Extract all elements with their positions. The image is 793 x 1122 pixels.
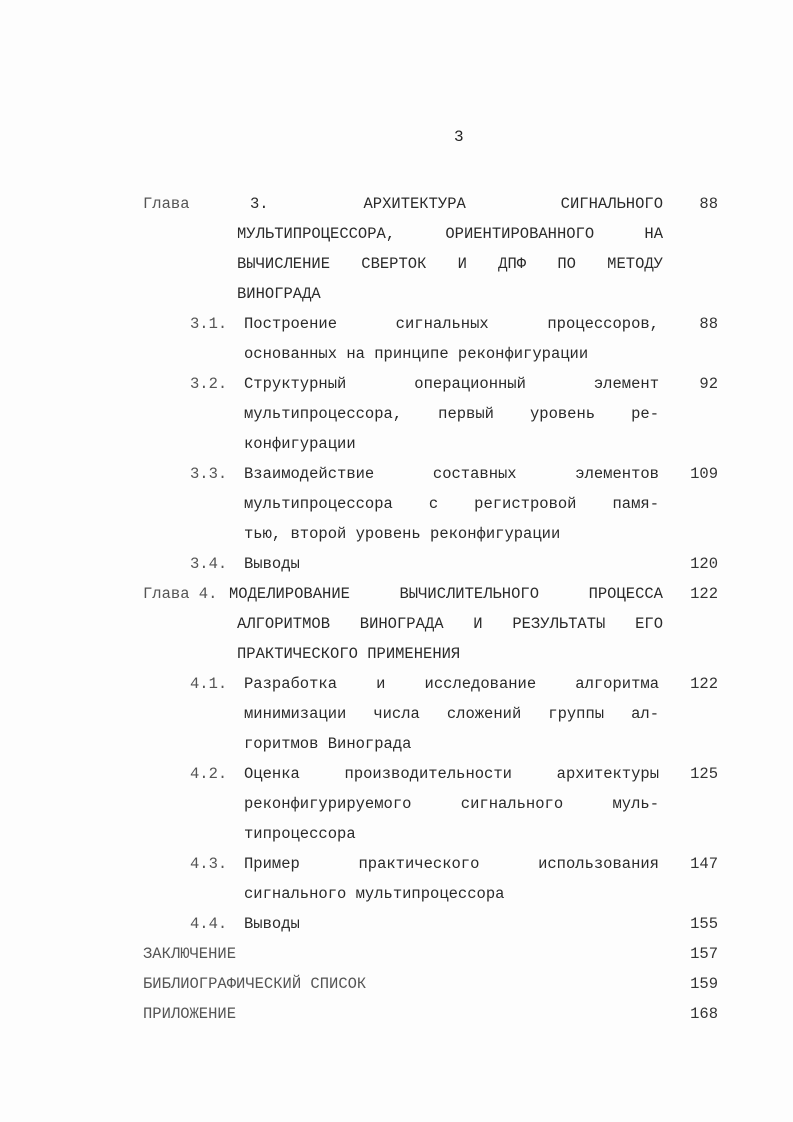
chapter-title-row <box>0 249 793 279</box>
section-number: 3.2. <box>190 375 228 393</box>
chapter-title-line: МУЛЬТИПРОЦЕССОРА, ОРИЕНТИРОВАННОГО НА <box>237 225 663 243</box>
toc-section-continuation <box>0 519 793 549</box>
toc-section <box>0 669 793 699</box>
toc-page-number: 168 <box>690 1005 718 1023</box>
toc-section-continuation <box>0 879 793 909</box>
chapter-title-row <box>0 219 793 249</box>
chapter-title-row <box>0 609 793 639</box>
toc-page-number: 88 <box>699 315 718 333</box>
chapter-title-line: АЛГОРИТМОВ ВИНОГРАДА И РЕЗУЛЬТАТЫ ЕГО <box>237 615 663 633</box>
page-number: 3 <box>454 128 464 146</box>
section-title-line: Пример практического использования <box>244 855 659 873</box>
toc-page-number: 125 <box>690 765 718 783</box>
toc-chapter-4 <box>0 579 793 609</box>
section-title-line: тью, второй уровень реконфигурации <box>244 525 561 543</box>
toc-section-continuation <box>0 489 793 519</box>
toc-section <box>0 459 793 489</box>
section-title-line: минимизации числа сложений группы ал- <box>244 705 659 723</box>
toc-section-continuation <box>0 819 793 849</box>
section-title-line: горитмов Винограда <box>244 735 412 753</box>
toc-section <box>0 909 793 939</box>
toc-page-number: 88 <box>699 195 718 213</box>
section-title-line: основанных на принципе реконфигурации <box>244 345 589 363</box>
toc-section <box>0 849 793 879</box>
toc-page-number: 155 <box>690 915 718 933</box>
section-title-line: Структурный операционный элемент <box>244 375 659 393</box>
section-title-line: сигнального мультипроцессора <box>244 885 505 903</box>
section-number: 4.3. <box>190 855 228 873</box>
toc-end-item <box>0 969 793 999</box>
toc-section-continuation <box>0 699 793 729</box>
chapter-title-row <box>0 639 793 669</box>
toc-section-continuation <box>0 429 793 459</box>
section-number: 4.4. <box>190 915 228 933</box>
table-of-contents <box>0 189 793 1029</box>
section-title-line: мультипроцессора с регистровой памя- <box>244 495 659 513</box>
toc-section-continuation <box>0 789 793 819</box>
end-item-title: ЗАКЛЮЧЕНИЕ <box>143 945 237 963</box>
toc-section-continuation <box>0 399 793 429</box>
section-number: 3.4. <box>190 555 228 573</box>
toc-page-number: 147 <box>690 855 718 873</box>
section-title-line: Выводы <box>244 915 300 933</box>
section-title-line: Выводы <box>244 555 300 573</box>
toc-chapter-3 <box>0 189 793 219</box>
chapter-label: Глава 4. <box>143 585 218 603</box>
section-title-line: типроцессора <box>244 825 356 843</box>
toc-section <box>0 759 793 789</box>
toc-section-continuation <box>0 339 793 369</box>
section-number: 4.1. <box>190 675 228 693</box>
chapter-label: Глава <box>143 195 190 213</box>
chapter-title-line: 3. АРХИТЕКТУРА СИГНАЛЬНОГО <box>250 195 663 213</box>
section-title-line: реконфигурируемого сигнального муль- <box>244 795 659 813</box>
toc-page-number: 157 <box>690 945 718 963</box>
chapter-3-sections <box>0 309 793 579</box>
toc-page-number: 109 <box>690 465 718 483</box>
toc-section <box>0 309 793 339</box>
section-title-line: Оценка производительности архитектуры <box>244 765 659 783</box>
toc-page-number: 120 <box>690 555 718 573</box>
section-number: 4.2. <box>190 765 228 783</box>
section-title-line: конфигурации <box>244 435 356 453</box>
toc-page-number: 122 <box>690 585 718 603</box>
section-number: 3.3. <box>190 465 228 483</box>
toc-page-number: 92 <box>699 375 718 393</box>
chapter-title-line: МОДЕЛИРОВАНИЕ ВЫЧИСЛИТЕЛЬНОГО ПРОЦЕССА <box>229 585 663 603</box>
toc-end-item <box>0 999 793 1029</box>
section-title-line: Построение сигнальных процессоров, <box>244 315 659 333</box>
section-title-line: Взаимодействие составных элементов <box>244 465 659 483</box>
toc-end-item <box>0 939 793 969</box>
section-title-line: мультипроцессора, первый уровень ре- <box>244 405 659 423</box>
toc-section <box>0 369 793 399</box>
toc-end-items <box>0 939 793 1029</box>
chapter-title-line: ВИНОГРАДА <box>237 285 321 303</box>
chapter-title-row <box>0 279 793 309</box>
chapter-title-line: ПРАКТИЧЕСКОГО ПРИМЕНЕНИЯ <box>237 645 461 663</box>
toc-section-continuation <box>0 729 793 759</box>
chapter-title-line: ВЫЧИСЛЕНИЕ СВЕРТОК И ДПФ ПО МЕТОДУ <box>237 255 663 273</box>
chapter-4-sections <box>0 669 793 939</box>
section-number: 3.1. <box>190 315 228 333</box>
toc-page-number: 159 <box>690 975 718 993</box>
toc-section <box>0 549 793 579</box>
end-item-title: ПРИЛОЖЕНИЕ <box>143 1005 237 1023</box>
section-title-line: Разработка и исследование алгоритма <box>244 675 659 693</box>
end-item-title: БИБЛИОГРАФИЧЕСКИЙ СПИСОК <box>143 975 367 993</box>
toc-page-number: 122 <box>690 675 718 693</box>
